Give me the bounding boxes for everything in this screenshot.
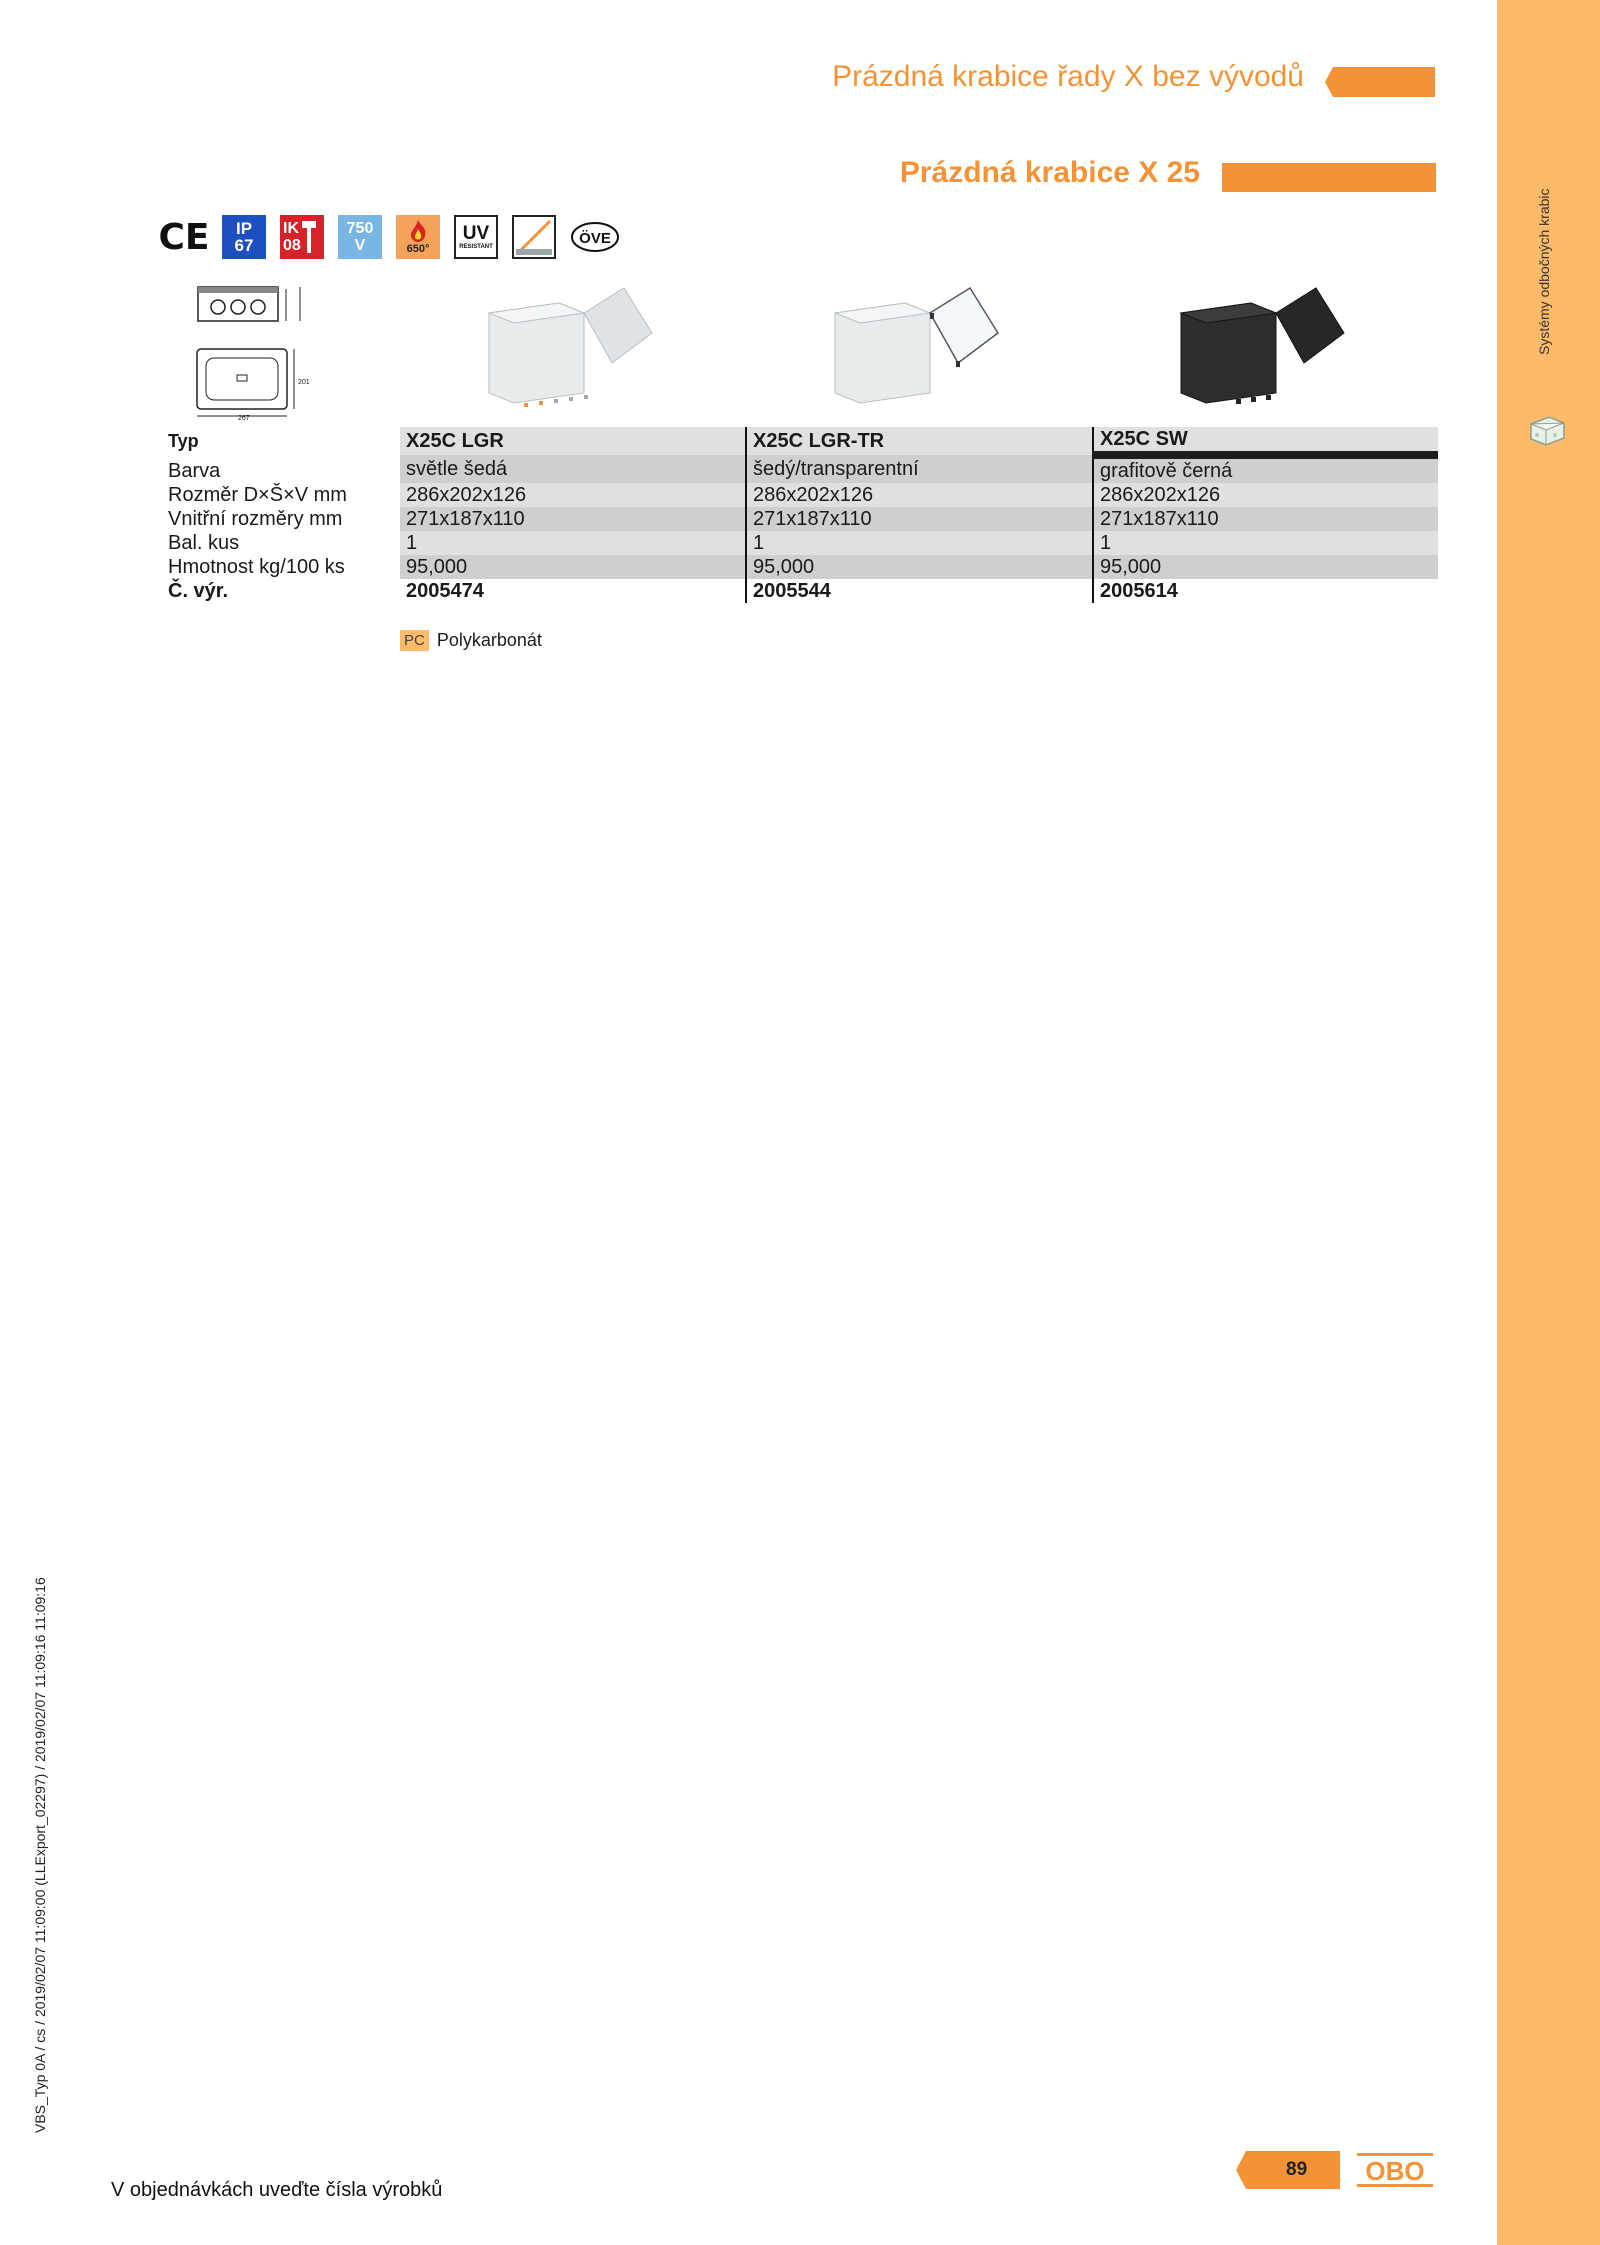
article-number-cell: 2005544 xyxy=(746,579,1093,603)
drawing-height-label: 201 xyxy=(298,379,310,386)
dimensions-cell: 286x202x126 xyxy=(400,483,746,507)
row-label-type: Typ xyxy=(168,431,199,451)
voltage-bottom: V xyxy=(354,237,366,254)
ik08-top: IK xyxy=(283,220,299,237)
color-cell: grafitově černá xyxy=(1093,455,1438,483)
ce-mark-icon: CE xyxy=(158,216,210,258)
ip67-top: IP xyxy=(235,219,253,238)
dimensions-cell: 286x202x126 xyxy=(1093,483,1438,507)
section-title: Prázdná krabice řady X bez vývodů xyxy=(832,60,1304,93)
side-view-drawing xyxy=(194,283,314,329)
row-label-article: Č. výr. xyxy=(168,580,229,602)
logo-text: OBO xyxy=(1365,2156,1425,2186)
row-label-color: Barva xyxy=(168,460,221,482)
material-legend xyxy=(400,630,542,651)
inner-dimensions-cell: 271x187x110 xyxy=(746,507,1093,531)
dimensions-cell: 286x202x126 xyxy=(746,483,1093,507)
hammer-icon xyxy=(301,219,317,255)
table-row xyxy=(162,579,1438,603)
product-photo-x25c-lgr xyxy=(484,283,664,413)
weight-cell: 95,000 xyxy=(400,555,746,579)
product-photo-x25c-lgr-tr xyxy=(830,283,1010,413)
glow-wire-icon xyxy=(396,215,440,259)
uv-resistant-icon xyxy=(454,215,498,259)
table-row xyxy=(162,555,1438,579)
type-cell: X25C SW xyxy=(1093,427,1438,455)
article-number-cell: 2005614 xyxy=(1093,579,1438,603)
table-row xyxy=(162,427,1438,455)
voltage-icon xyxy=(338,215,382,259)
color-cell: šedý/transparentní xyxy=(746,455,1093,483)
material-name: Polykarbonát xyxy=(436,630,542,650)
product-photo-x25c-sw xyxy=(1176,283,1356,413)
uv-top: UV xyxy=(462,222,490,244)
voltage-top: 750 xyxy=(346,220,374,237)
section-title-tab xyxy=(1325,67,1435,97)
pack-cell: 1 xyxy=(746,531,1093,555)
side-tab-label: Systémy odbočných krabic xyxy=(1536,188,1552,355)
junction-box-icon xyxy=(1527,414,1567,448)
inner-dimensions-cell: 271x187x110 xyxy=(1093,507,1438,531)
drawing-width-label: 267 xyxy=(238,415,250,422)
ik08-icon xyxy=(280,215,324,259)
color-cell: světle šedá xyxy=(400,455,746,483)
ove-text: ÖVE xyxy=(579,230,611,247)
certification-row xyxy=(160,214,620,260)
ip67-bottom: 67 xyxy=(234,236,254,255)
product-spec-table xyxy=(162,427,1438,603)
weight-cell: 95,000 xyxy=(746,555,1093,579)
footer-note: V objednávkách uveďte čísla výrobků xyxy=(111,2179,443,2201)
row-label-weight: Hmotnost kg/100 ks xyxy=(168,556,345,578)
table-row xyxy=(162,483,1438,507)
row-label-dimensions: Rozměr D×Š×V mm xyxy=(168,484,347,506)
uv-bottom: RESISTANT xyxy=(459,243,493,250)
flame-icon xyxy=(407,219,429,243)
product-title: Prázdná krabice X 25 xyxy=(899,156,1200,189)
obo-logo xyxy=(1357,2150,1433,2190)
print-metadata: VBS_Typ 0A / cs / 2019/02/07 11:09:00 (LLExport_02297) / 2019/02/07 11:09:16 11:09:16 xyxy=(32,1577,48,2133)
page-number-tab xyxy=(1236,2151,1340,2189)
ip67-icon xyxy=(222,215,266,259)
table-row xyxy=(162,507,1438,531)
ik08-bottom: 08 xyxy=(283,237,301,254)
article-number-cell: 2005474 xyxy=(406,580,484,602)
pack-cell: 1 xyxy=(1093,531,1438,555)
table-row xyxy=(162,455,1438,483)
pack-cell: 1 xyxy=(400,531,746,555)
row-label-pack: Bal. kus xyxy=(168,532,240,554)
page-number: 89 xyxy=(1286,2159,1308,2180)
ove-mark-icon xyxy=(570,215,620,259)
row-label-inner-dimensions: Vnitřní rozměry mm xyxy=(168,508,343,530)
halogen-free-icon xyxy=(512,215,556,259)
table-row xyxy=(162,531,1438,555)
weight-cell: 95,000 xyxy=(1093,555,1438,579)
glow-wire-text: 650° xyxy=(406,243,430,255)
product-title-bar xyxy=(1222,163,1436,192)
top-view-drawing xyxy=(194,346,310,422)
type-cell: X25C LGR xyxy=(400,427,746,455)
inner-dimensions-cell: 271x187x110 xyxy=(400,507,746,531)
type-cell: X25C LGR-TR xyxy=(746,427,1093,455)
material-tag: PC xyxy=(400,630,429,651)
